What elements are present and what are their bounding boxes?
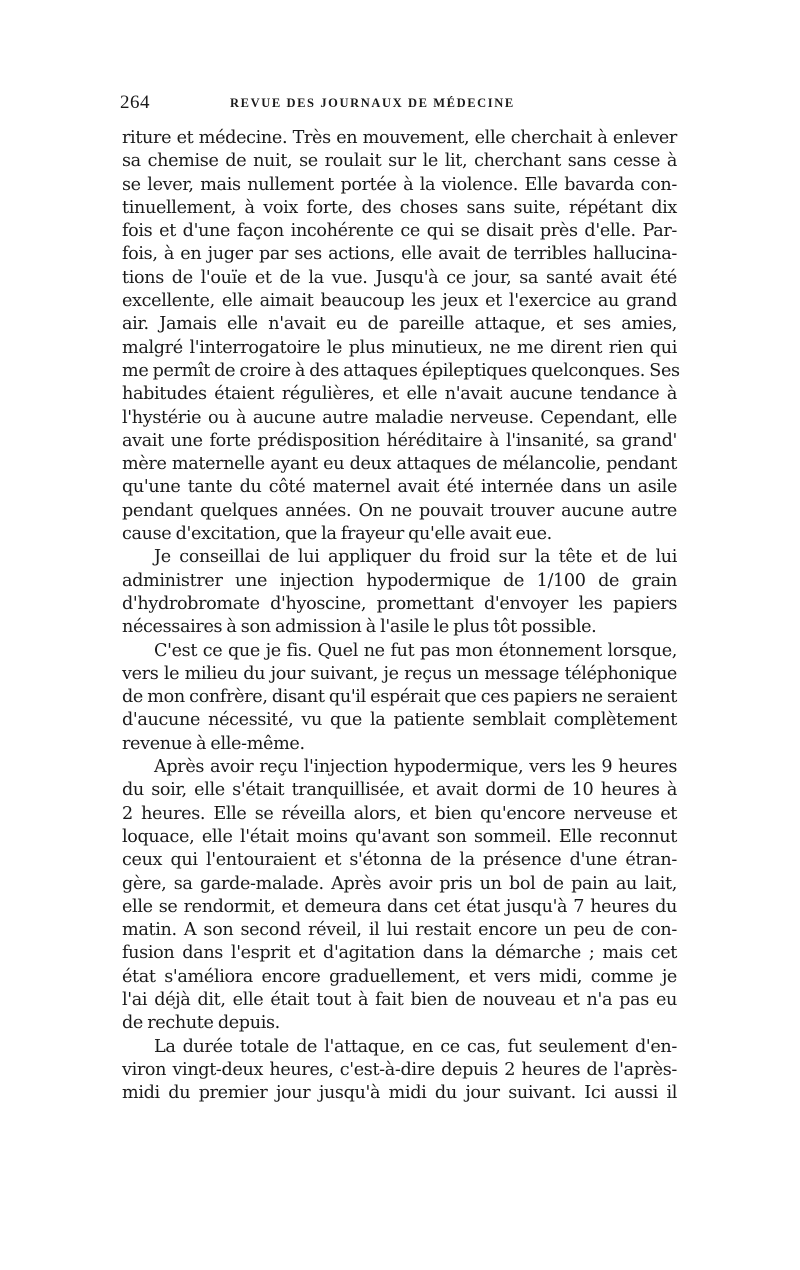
text-line: d'aucune nécessité, vu que la patiente semblait complètement [122, 710, 677, 731]
text-line: elle se rendormit, et demeura dans cet état jusqu'à 7 heures du [122, 896, 677, 917]
text-line: tinuellement, à voix forte, des choses sans suite, répétant dix [122, 197, 677, 218]
text-line: loquace, elle l'était moins qu'avant son sommeil. Elle reconnut [122, 826, 677, 847]
text-line: gère, sa garde-malade. Après avoir pris un bol de pain au lait, [122, 873, 677, 894]
text-line: sa chemise de nuit, se roulait sur le lit, cherchant sans cesse à [122, 151, 677, 172]
text-line: d'hydrobromate d'hyoscine, promettant d'envoyer les papiers [122, 593, 677, 614]
text-line: viron vingt-deux heures, c'est-à-dire depuis 2 heures de l'après- [122, 1059, 677, 1080]
paragraph-end-line: cause d'excitation, que la frayeur qu'elle avait eue. [122, 524, 552, 545]
running-head [120, 92, 680, 114]
journal-title: REVUE DES JOURNAUX DE MÉDECINE [230, 96, 515, 110]
text-line: qu'une tante du côté maternel avait été internée dans un asile [122, 477, 677, 498]
text-line: tions de l'ouïe et de la vue. Jusqu'à ce jour, sa santé avait été [122, 267, 677, 288]
text-line: l'hystérie ou à aucune autre maladie nerveuse. Cependant, elle [122, 407, 677, 428]
text-line: malgré l'interrogatoire le plus minutieux, ne me dirent rien qui [122, 337, 677, 358]
body-text [122, 127, 680, 1105]
text-line: état s'améliora encore graduellement, et vers midi, comme je [122, 966, 677, 987]
text-line: fois, à en juger par ses actions, elle avait de terribles hallucina- [122, 244, 677, 265]
text-line: l'ai déjà dit, elle était tout à fait bien de nouveau et n'a pas eu [122, 989, 677, 1010]
text-line: vers le milieu du jour suivant, je reçus un message téléphonique [122, 663, 677, 684]
text-line: ceux qui l'entouraient et s'étonna de la présence d'une étran- [122, 850, 677, 871]
text-line: midi du premier jour jusqu'à midi du jour suivant. Ici aussi il [122, 1083, 677, 1104]
text-line: air. Jamais elle n'avait eu de pareille attaque, et ses amies, [122, 314, 677, 335]
paragraph-end-line: revenue à elle-même. [122, 733, 305, 754]
text-line: avait une forte prédisposition héréditaire à l'insanité, sa grand' [122, 430, 677, 451]
text-line: me permît de croire à des attaques épileptiques quelconques. Ses [122, 360, 680, 381]
text-line: mère maternelle ayant eu deux attaques de mélancolie, pendant [122, 454, 677, 475]
text-line: du soir, elle s'était tranquillisée, et avait dormi de 10 heures à [122, 780, 677, 801]
text-line: administrer une injection hypodermique de 1/100 de grain [122, 570, 677, 591]
paragraph-start-line: Après avoir reçu l'injection hypodermique, vers les 9 heures [154, 757, 677, 778]
paragraph-end-line: nécessaires à son admission à l'asile le plus tôt possible. [122, 617, 597, 638]
text-line: de mon confrère, disant qu'il espérait que ces papiers ne seraient [122, 687, 677, 708]
paragraph-end-line: de rechute depuis. [122, 1013, 280, 1034]
paragraph-start-line: La durée totale de l'attaque, en ce cas, fut seulement d'en- [154, 1036, 677, 1057]
paragraph-start-line: Je conseillai de lui appliquer du froid sur la tête et de lui [154, 547, 677, 568]
page-number: 264 [120, 92, 150, 113]
text-line: matin. A son second réveil, il lui restait encore un peu de con- [122, 920, 677, 941]
text-line: pendant quelques années. On ne pouvait trouver aucune autre [122, 500, 677, 521]
text-line: se lever, mais nullement portée à la violence. Elle bavarda con- [122, 174, 677, 195]
text-line: fois et d'une façon incohérente ce qui se disait près d'elle. Par- [122, 221, 677, 242]
text-line: 2 heures. Elle se réveilla alors, et bien qu'encore nerveuse et [122, 803, 677, 824]
text-line: habitudes étaient régulières, et elle n'avait aucune tendance à [122, 384, 677, 405]
text-line: fusion dans l'esprit et d'agitation dans la démarche ; mais cet [122, 943, 677, 964]
paragraph-start-line: C'est ce que je fis. Quel ne fut pas mon étonnement lorsque, [154, 640, 677, 661]
text-line: excellente, elle aimait beaucoup les jeux et l'exercice au grand [122, 291, 677, 312]
text-line: riture et médecine. Très en mouvement, elle cherchait à enlever [122, 128, 677, 148]
